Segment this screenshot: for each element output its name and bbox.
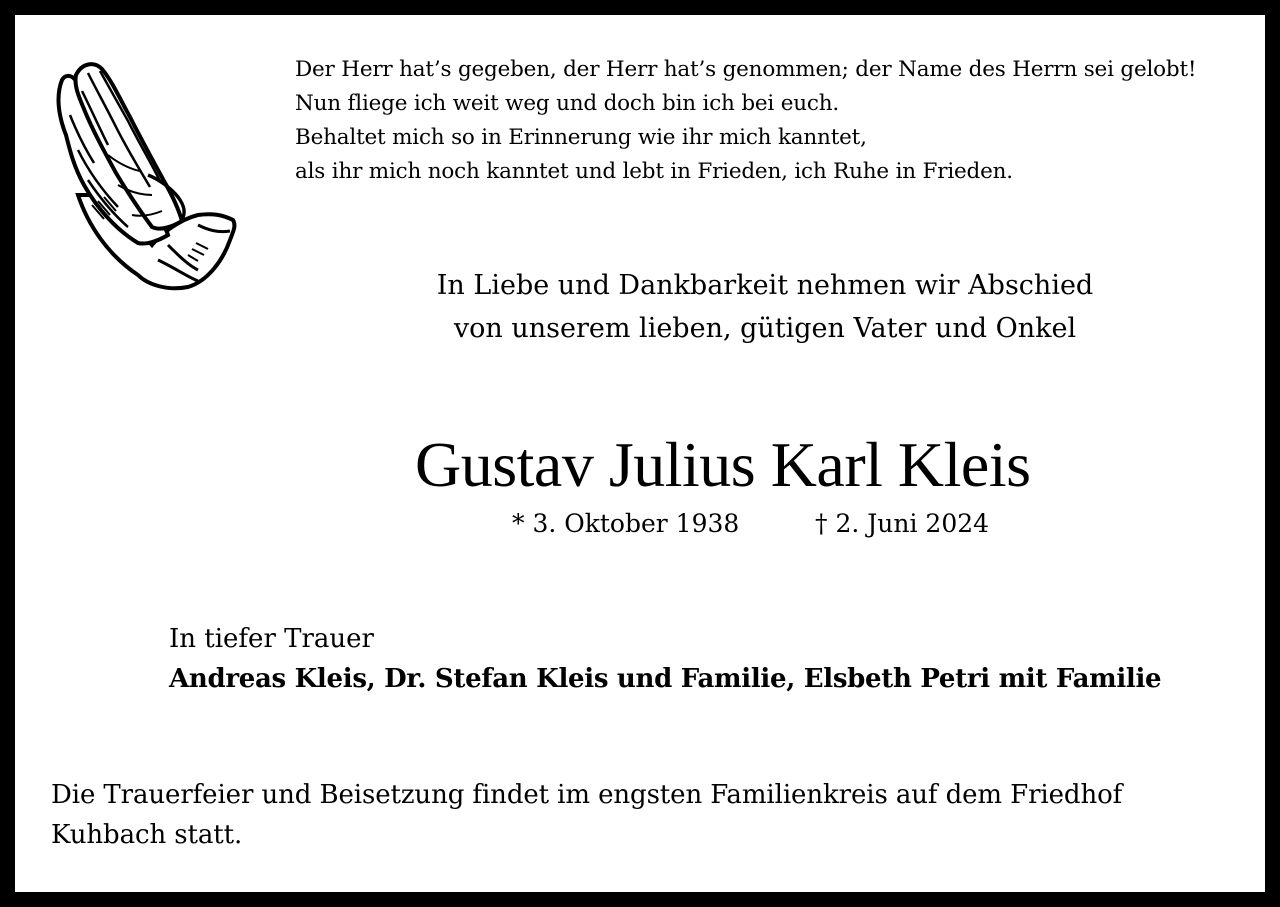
funeral-notice: Die Trauerfeier und Beisetzung findet im engsten Familienkreis auf dem Friedhof Kuhbach statt. [51, 780, 1123, 850]
verse-line: als ihr mich noch kanntet und lebt in Frieden, ich Ruhe in Frieden. [295, 159, 1013, 184]
intro-line: von unserem lieben, gütigen Vater und Onkel [453, 313, 1077, 344]
mourning-heading: In tiefer Trauer [169, 624, 374, 654]
death-date: † 2. Juni 2024 [815, 509, 990, 538]
verse-line: Behaltet mich so in Erinnerung wie ihr mich kanntet, [295, 125, 867, 150]
obituary-card [15, 15, 1265, 892]
bible-verse [295, 53, 1196, 189]
praying-hands-icon [48, 55, 238, 293]
verse-line: Nun fliege ich weit weg und doch bin ich bei euch. [295, 91, 840, 116]
verse-line: Der Herr hat’s gegeben, der Herr hat’s genommen; der Name des Herrn sei gelobt! [295, 57, 1197, 82]
birth-date: * 3. Oktober 1938 [512, 509, 740, 538]
intro-line: In Liebe und Dankbarkeit nehmen wir Abschied [436, 270, 1094, 301]
mourner-names: Andreas Kleis, Dr. Stefan Kleis und Familie, Elsbeth Petri mit Familie [169, 664, 1162, 694]
farewell-intro [405, 264, 1125, 350]
deceased-name: Gustav Julius Karl Kleis [415, 429, 1031, 500]
